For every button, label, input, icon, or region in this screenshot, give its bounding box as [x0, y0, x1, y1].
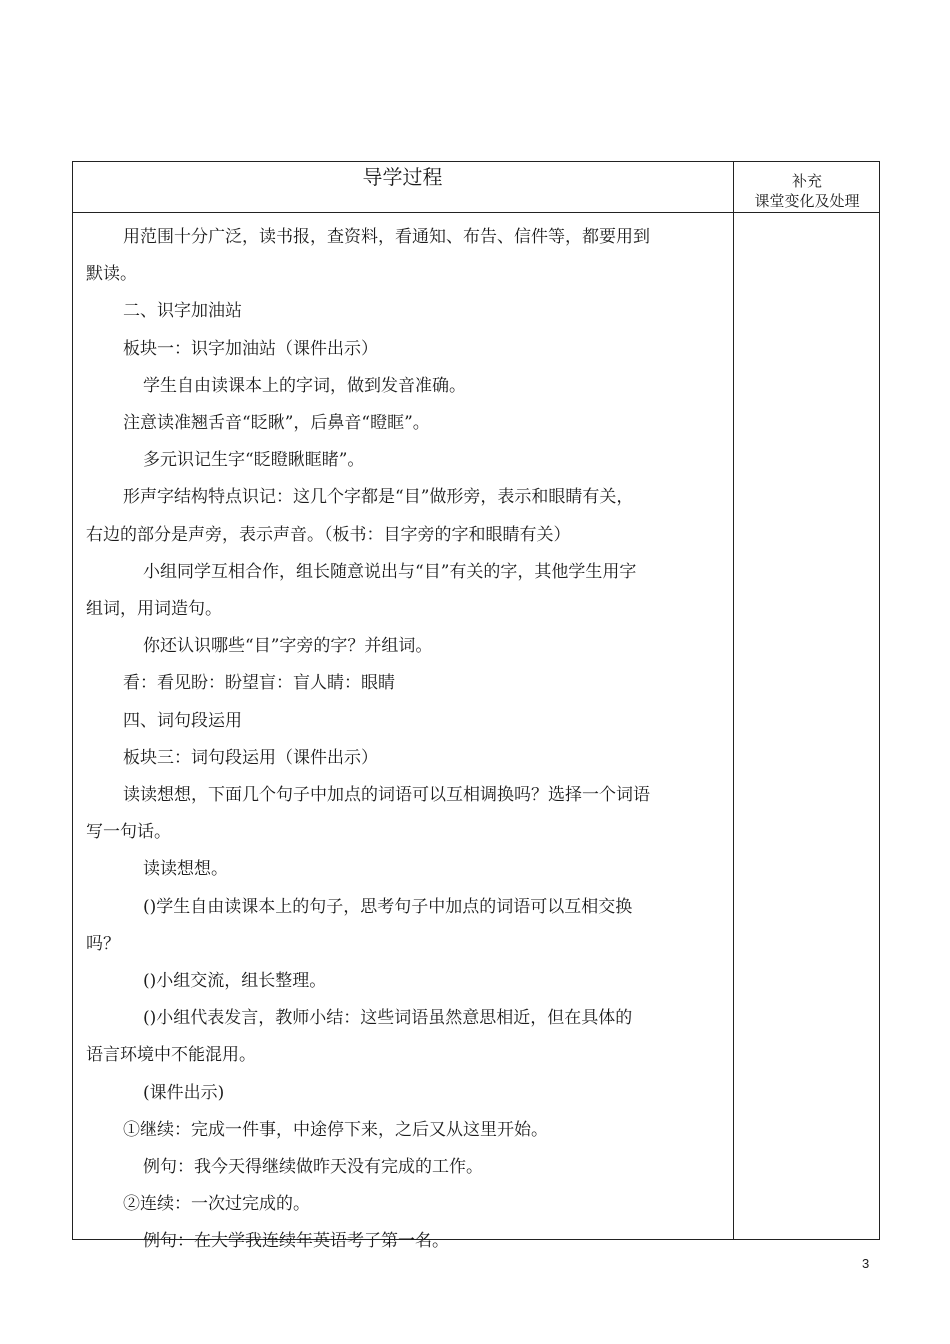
text-line: (课件出示) — [143, 1082, 225, 1103]
text-line: 形声字结构特点识记：这几个字都是“目”做形旁，表示和眼睛有关， — [123, 487, 634, 508]
text-line: ()小组交流，组长整理。 — [143, 971, 327, 992]
text-line: 板块三：词句段运用（课件出示） — [123, 747, 378, 768]
text-line: 多元识记生字“眨瞪瞅眶睹”。 — [143, 450, 365, 471]
table-header-side — [734, 161, 880, 212]
text-line: ②连续：一次过完成的。 — [123, 1194, 310, 1215]
text-line: 你还认识哪些“目”字旁的字？并组词。 — [143, 636, 433, 657]
header-side-line-2: 课堂变化及处理 — [754, 192, 860, 210]
text-line: 用范围十分广泛，读书报，查资料，看通知、布告、信件等，都要用到 — [123, 227, 650, 247]
text-line: 看：看见盼：盼望盲：盲人睛：眼睛 — [123, 673, 395, 694]
column-divider — [733, 161, 734, 1240]
text-line: ()小组代表发言，教师小结：这些词语虽然意思相近，但在具体的 — [143, 1008, 633, 1029]
text-line: 写一句话。 — [86, 822, 171, 843]
lesson-content — [86, 219, 722, 1261]
text-line: 读读想想，下面几个句子中加点的词语可以互相调换吗？选择一个词语 — [123, 785, 650, 806]
header-divider — [72, 212, 880, 213]
text-line: 右边的部分是声旁，表示声音。（板书：目字旁的字和眼睛有关） — [86, 524, 571, 545]
text-line: 组词，用词造句。 — [86, 599, 222, 620]
text-line: 读读想想。 — [143, 859, 228, 880]
text-line: 板块一：识字加油站（课件出示） — [123, 338, 378, 359]
text-line: 默读。 — [86, 264, 137, 285]
text-line: 例句：我今天得继续做昨天没有完成的工作。 — [143, 1157, 483, 1178]
text-line: 小组同学互相合作，组长随意说出与“目”有关的字，其他学生用字 — [143, 561, 637, 582]
section-heading: 二、识字加油站 — [123, 301, 242, 322]
text-line: ①继续：完成一件事，中途停下来，之后又从这里开始。 — [123, 1119, 548, 1140]
page-number: 3 — [862, 1256, 870, 1271]
text-line: 例句：在大学我连续年英语考了第一名。 — [143, 1231, 449, 1252]
section-heading: 四、词句段运用 — [123, 710, 242, 731]
text-line: ()学生自由读课本上的句子，思考句子中加点的词语可以互相交换 — [143, 896, 633, 917]
text-line: 吗？ — [86, 933, 120, 954]
text-line: 语言环境中不能混用。 — [86, 1045, 256, 1066]
header-side-line-1: 补充 — [791, 172, 822, 190]
text-line: 注意读准翘舌音“眨瞅”，后鼻音“瞪眶”。 — [123, 413, 430, 434]
table-header-main: 导学过程 — [362, 165, 443, 189]
text-line: 学生自由读课本上的字词，做到发音准确。 — [143, 375, 466, 396]
